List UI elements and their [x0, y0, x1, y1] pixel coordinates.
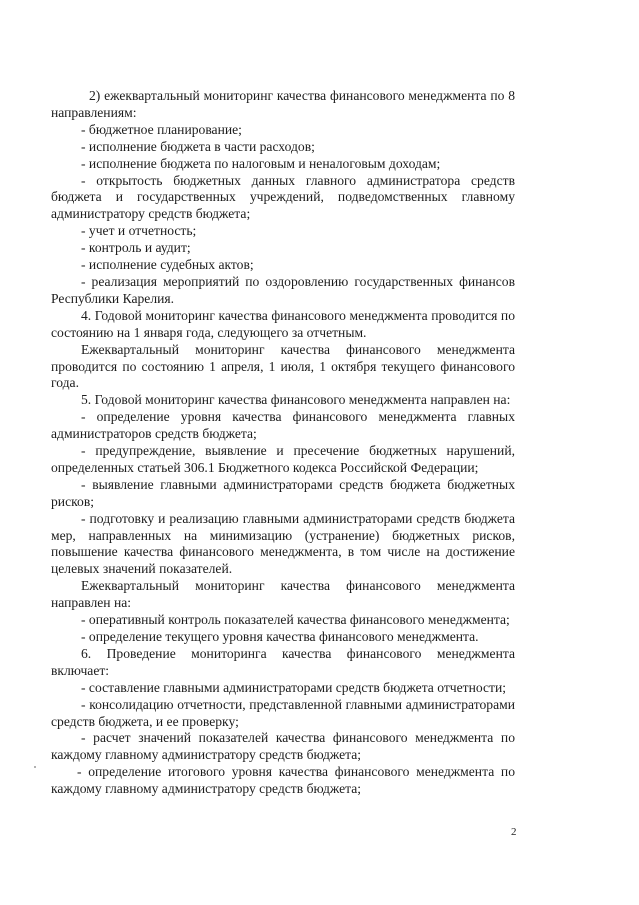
paragraph: 6. Проведение мониторинга качества финансового менеджмента включает:: [51, 645, 515, 678]
paragraph: Ежеквартальный мониторинг качества финансового менеджмента проводится по состоянию 1 апреля, 1 июля, 1 октября текущего финансового года.: [51, 341, 515, 391]
page-number: 2: [511, 826, 517, 838]
paragraph: - определение уровня качества финансового менеджмента главных администраторов средств бюджета;: [51, 409, 515, 442]
paragraph: - выявление главными администраторами средств бюджета бюджетных рисков;: [51, 476, 515, 509]
paragraph: - исполнение судебных актов;: [81, 257, 254, 273]
paragraph: - реализация мероприятий по оздоровлению государственных финансов Республики Карелия.: [51, 273, 515, 306]
paragraph: - бюджетное планирование;: [81, 121, 242, 137]
paragraph: Ежеквартальный мониторинг качества финансового менеджмента направлен на:: [51, 578, 515, 611]
paragraph: - определение текущего уровня качества финансового менеджмента.: [81, 629, 479, 644]
scan-speck: [34, 766, 36, 768]
paragraph: - учет и отчетность;: [81, 223, 197, 239]
paragraph: - составление главными администраторами средств бюджета отчетности;: [81, 679, 507, 695]
paragraph: - консолидацию отчетности, представленной главными администраторами средств бюджета, и ее проверку;: [51, 696, 515, 729]
paragraph: - оперативный контроль показателей качества финансового менеджмента;: [81, 612, 510, 628]
paragraph: 5. Годовой мониторинг качества финансового менеджмента направлен на:: [81, 392, 511, 408]
paragraph: - определение итогового уровня качества финансового менеджмента по каждому главному администратору средств бюджета;: [51, 764, 515, 797]
paragraph: - контроль и аудит;: [81, 240, 191, 256]
paragraph: - исполнение бюджета в части расходов;: [81, 138, 315, 154]
paragraph: - исполнение бюджета по налоговым и неналоговым доходам;: [81, 155, 441, 171]
paragraph: 2) ежеквартальный мониторинг качества финансового менеджмента по 8 направлениям:: [51, 88, 515, 120]
paragraph: - подготовку и реализацию главными администраторами средств бюджета мер, направленных на минимизацию (устранение) бюджетных рисков, повышение качества финансового менеджмента, в том числе на достижение целевых значений показателей.: [51, 510, 515, 577]
paragraph: - открытость бюджетных данных главного администратора средств бюджета и государственных учреждений, подведомственных главному администратору средств бюджета;: [51, 172, 515, 222]
paragraph: - предупреждение, выявление и пресечение бюджетных нарушений, определенных статьей 306.1 Бюджетного кодекса Российской Федерации;: [51, 443, 515, 475]
paragraph: - расчет значений показателей качества финансового менеджмента по каждому главному администратору средств бюджета;: [51, 730, 515, 763]
document-body: [51, 88, 515, 798]
paragraph: 4. Годовой мониторинг качества финансового менеджмента проводится по состоянию на 1 января года, следующего за отчетным.: [51, 307, 515, 340]
